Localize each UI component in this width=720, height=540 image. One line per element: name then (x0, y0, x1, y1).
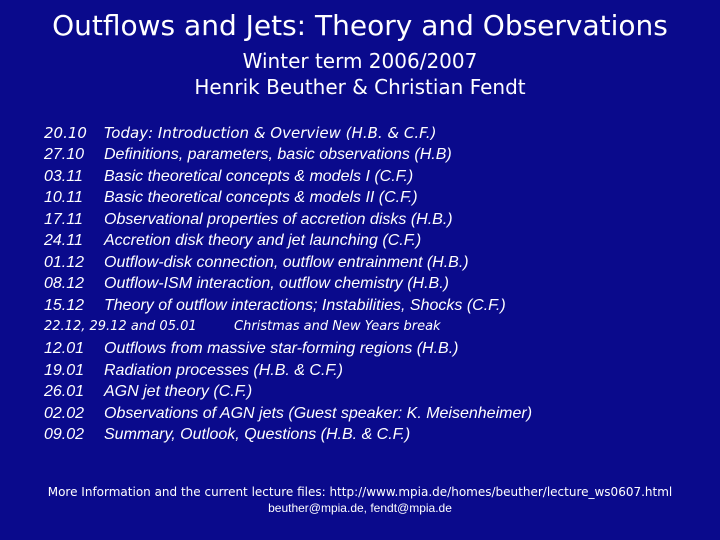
schedule-date: 01.12 (44, 253, 85, 271)
slide-footer (0, 484, 720, 516)
schedule-date: 26.01 (44, 383, 85, 400)
schedule-row (44, 338, 704, 360)
schedule-topic: Summary, Outlook, Questions (H.B. & C.F.) (104, 426, 411, 443)
schedule-row (44, 403, 704, 425)
schedule-row (44, 252, 704, 274)
term-label: Winter term 2006/2007 (242, 49, 478, 73)
schedule-topic: Outflow-disk connection, outflow entrainment (H.B.) (104, 253, 469, 271)
schedule-topic: Accretion disk theory and jet launching (C.F.) (104, 232, 422, 249)
schedule-row (44, 122, 704, 144)
slide-title: Outflows and Jets: Theory and Observations (52, 9, 668, 42)
schedule-break-row (44, 316, 704, 338)
schedule-date: 10.11 (44, 189, 83, 206)
schedule-date: 03.11 (44, 167, 83, 185)
schedule-row (44, 360, 704, 382)
schedule-topic: Outflows from massive star-forming regions (H.B.) (104, 340, 459, 357)
schedule-date: 22.12, 29.12 and 05.01 (44, 319, 197, 334)
schedule-date: 24.11 (44, 232, 83, 249)
schedule-row (44, 424, 704, 446)
schedule-row (44, 273, 704, 295)
schedule-topic: Theory of outflow interactions; Instabilities, Shocks (C.F.) (104, 296, 506, 314)
schedule-topic: Definitions, parameters, basic observations (H.B) (104, 146, 452, 163)
schedule-date: 20.10 (44, 124, 87, 142)
slide-subtitle (0, 48, 720, 100)
schedule-row (44, 166, 704, 188)
schedule-date: 09.02 (44, 426, 85, 443)
schedule-topic: Observational properties of accretion disks (H.B.) (104, 210, 453, 228)
schedule-topic: Christmas and New Years break (234, 319, 441, 334)
lecture-schedule (44, 122, 704, 446)
schedule-topic: Today: Introduction & Overview (H.B. & C.F.) (104, 124, 437, 142)
schedule-topic: Basic theoretical concepts & models I (C.F.) (104, 167, 414, 185)
schedule-row (44, 187, 704, 209)
contact-emails[interactable]: beuther@mpia.de, fendt@mpia.de (268, 501, 452, 515)
schedule-row (44, 230, 704, 252)
schedule-date: 19.01 (44, 361, 85, 379)
schedule-date: 15.12 (44, 296, 85, 314)
schedule-date: 17.11 (44, 210, 83, 228)
schedule-topic: Outflow-ISM interaction, outflow chemistry (H.B.) (104, 275, 449, 292)
schedule-topic: Observations of AGN jets (Guest speaker: K. Meisenheimer) (104, 404, 533, 422)
schedule-row (44, 209, 704, 231)
schedule-date: 08.12 (44, 275, 85, 292)
schedule-date: 27.10 (44, 146, 85, 163)
schedule-row (44, 295, 704, 317)
schedule-row (44, 144, 704, 166)
lecture-files-link[interactable]: More Information and the current lecture files: http://www.mpia.de/homes/beuther/lecture_ws0607.html (47, 485, 673, 499)
schedule-topic: Radiation processes (H.B. & C.F.) (104, 361, 343, 379)
schedule-row (44, 381, 704, 403)
schedule-topic: AGN jet theory (C.F.) (104, 383, 253, 400)
schedule-date: 02.02 (44, 404, 85, 422)
schedule-date: 12.01 (44, 340, 85, 357)
schedule-topic: Basic theoretical concepts & models II (C.F.) (104, 189, 418, 206)
authors-label: Henrik Beuther & Christian Fendt (194, 75, 526, 99)
